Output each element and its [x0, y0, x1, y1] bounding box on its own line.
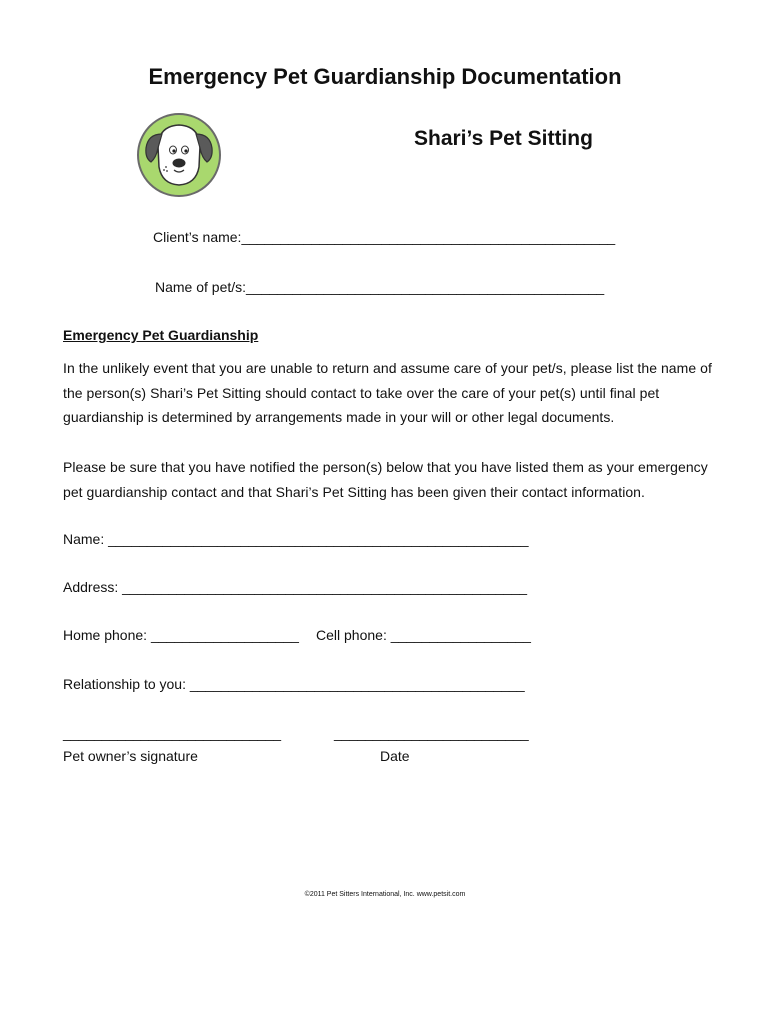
cell-phone-field[interactable]: Cell phone: __________________: [316, 627, 531, 643]
signature-label: Pet owner’s signature: [63, 748, 198, 764]
section-heading: Emergency Pet Guardianship: [63, 327, 259, 343]
document-title: Emergency Pet Guardianship Documentation: [148, 64, 622, 89]
paragraph-1-line-1: In the unlikely event that you are unable to return and assume care of your pet/s, please list the name of: [63, 360, 712, 376]
paragraph-2-line-2: pet guardianship contact and that Shari’s Pet Sitting has been given their contact information.: [63, 484, 645, 500]
client-name-field[interactable]: Client’s name:________________________________________________: [153, 229, 616, 245]
relationship-field[interactable]: Relationship to you: ___________________________________________: [63, 676, 525, 692]
home-phone-field[interactable]: Home phone: ___________________: [63, 627, 299, 643]
dog-face-icon: [136, 112, 222, 198]
paragraph-1-line-2: the person(s) Shari’s Pet Sitting should contact to take over the care of your pet(s) until final pet: [63, 385, 660, 401]
pet-names-field[interactable]: Name of pet/s:______________________________________________: [155, 279, 605, 295]
paragraph-2-line-1: Please be sure that you have notified the person(s) below that you have listed them as your emergency: [63, 459, 708, 475]
guardian-address-field[interactable]: Address: ____________________________________________________: [63, 579, 528, 595]
signature-line[interactable]: ____________________________: [63, 725, 282, 741]
guardian-name-field[interactable]: Name: ______________________________________________________: [63, 531, 529, 547]
copyright-footer: ©2011 Pet Sitters International, Inc. www.petsit.com: [304, 891, 466, 898]
date-label: Date: [380, 748, 410, 764]
business-name: Shari’s Pet Sitting: [414, 127, 593, 150]
date-line[interactable]: _________________________: [334, 725, 529, 741]
paragraph-1-line-3: guardianship is determined by arrangements made in your will or other legal documents.: [63, 409, 615, 425]
